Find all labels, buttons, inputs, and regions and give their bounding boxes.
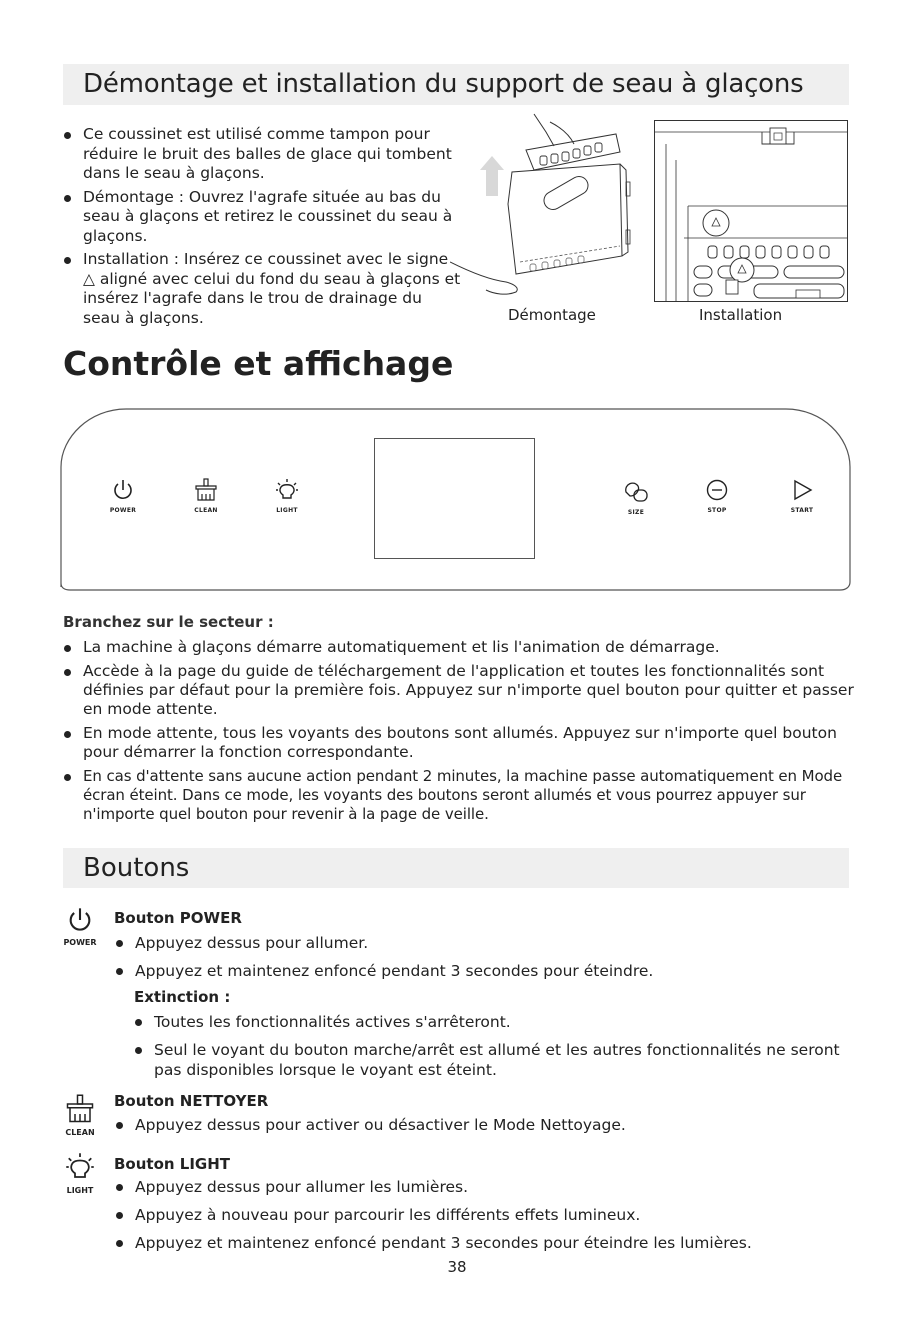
list-item: Appuyez dessus pour allumer. [115,932,855,954]
section-title: Démontage et installation du support de seau à glaçons [83,69,804,99]
shutdown-bullets [134,1012,854,1088]
list-item: Appuyez dessus pour allumer les lumières. [115,1176,855,1198]
power-button-figure [62,906,98,947]
list-item: Installation : Insérez ce coussinet avec le signe △ aligné avec celui du fond du seau à glaçons et insérez l'agrafe dans le trou de drainage du seau à glaçons. [63,250,463,328]
power-label: POWER [109,507,137,514]
list-item: Démontage : Ouvrez l'agrafe située au bas du seau à glaçons et retirez le coussinet du seau à glaçons. [63,188,463,247]
play-icon [790,478,814,502]
list-item: En cas d'attente sans aucune action pendant 2 minutes, la machine passe automatiquement en Mode écran éteint. Dans ce mode, les voyants des boutons seront allumés et vous pourrez appuyer sur n'importe quel bouton pour revenir à la page de veille. [63,767,863,824]
list-item: Appuyez et maintenez enfoncé pendant 3 secondes pour éteindre. [115,960,855,982]
list-item: La machine à glaçons démarre automatiquement et lis l'animation de démarrage. [63,638,863,657]
list-item: Accède à la page du guide de téléchargement de l'application et toutes les fonctionnalités sont définies par défaut pour la première fois. Appuyez sur n'importe quel bouton pour quitter et passer en mode attente. [63,662,863,719]
page-number: 38 [447,1258,467,1276]
brush-icon [65,1094,95,1124]
list-item: Appuyez à nouveau pour parcourir les différents effets lumineux. [115,1204,855,1226]
section-header-buttons [63,848,849,888]
panel-clean-button[interactable] [176,478,236,514]
clean-label: CLEAN [194,507,218,514]
demontage-illustration [450,112,640,302]
fig-caption-installation: Installation [699,306,783,324]
ice-size-icon [622,478,650,504]
list-item: Ce coussinet est utilisé comme tampon pour réduire le bruit des balles de glace qui tombent dans le seau à glaçons. [63,125,463,184]
installation-illustration [654,120,848,302]
power-heading: Bouton POWER [114,909,242,927]
bulb-icon [65,1152,95,1182]
light-heading: Bouton LIGHT [114,1155,231,1173]
panel-start-button[interactable] [772,478,832,514]
light-icon-label: LIGHT [66,1186,94,1195]
plug-heading: Branchez sur le secteur : [63,613,274,631]
list-item: En mode attente, tous les voyants des boutons sont allumés. Appuyez sur n'importe quel bouton pour démarrer la fonction correspondante. [63,724,863,762]
power-icon [66,906,94,934]
brush-icon [194,478,218,502]
display-screen [374,438,535,559]
clean-button-figure [62,1094,98,1137]
list-item: Seul le voyant du bouton marche/arrêt est allumé et les autres fonctionnalités ne seront pas disponibles lorsque le voyant est éteint. [134,1040,854,1080]
bucket-support-bullets [63,125,463,332]
list-item: Appuyez dessus pour activer ou désactiver le Mode Nettoyage. [115,1114,855,1136]
section-title: Boutons [83,853,190,883]
power-icon [111,478,135,502]
page-title-control-display: Contrôle et affichage [63,344,454,383]
fig-caption-demontage: Démontage [508,306,596,324]
shutdown-heading: Extinction : [134,988,231,1006]
power-bullets [115,932,855,988]
panel-size-button[interactable] [606,478,666,516]
size-label: SIZE [627,509,645,516]
light-label: LIGHT [276,507,298,514]
stop-icon [705,478,729,502]
power-icon-label: POWER [63,938,97,947]
list-item: Toutes les fonctionnalités actives s'arrêteront. [134,1012,854,1032]
plug-bullets [63,638,863,829]
clean-bullets [115,1114,855,1142]
clean-icon-label: CLEAN [65,1128,95,1137]
start-label: START [790,507,814,514]
list-item: Appuyez et maintenez enfoncé pendant 3 secondes pour éteindre les lumières. [115,1232,855,1254]
panel-light-button[interactable] [257,478,317,514]
bulb-icon [275,478,299,502]
panel-stop-button[interactable] [687,478,747,514]
light-button-figure [62,1152,98,1195]
light-bullets [115,1176,855,1260]
clean-heading: Bouton NETTOYER [114,1092,269,1110]
section-header-bucket-support [63,64,849,105]
panel-power-button[interactable] [93,478,153,514]
stop-label: STOP [707,507,727,514]
